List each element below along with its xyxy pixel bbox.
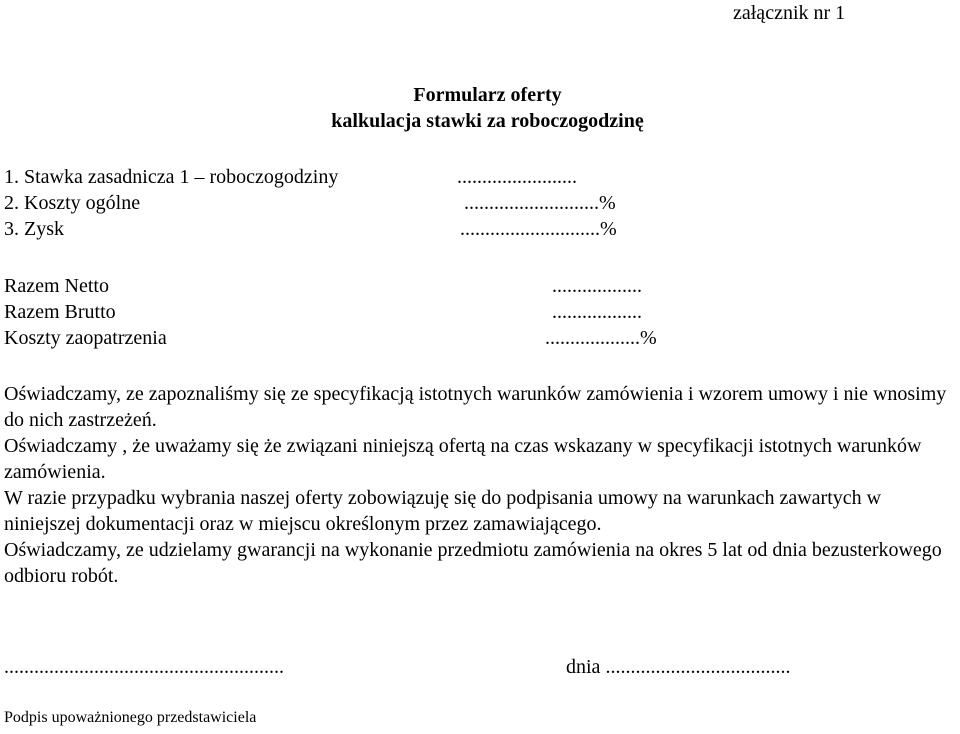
total-value-procurement: ...................% (545, 327, 657, 349)
total-value-gross: .................. (552, 301, 642, 323)
date-label: dnia (566, 656, 601, 678)
item-label-overhead: 2. Koszty ogólne (4, 192, 141, 214)
date-dots: ..................................... (605, 656, 791, 678)
total-label-procurement: Koszty zaopatrzenia (4, 327, 167, 349)
declaration-warranty: Oświadczamy, ze udzielamy gwarancji na wykonanie przedmiotu zamówienia na okres 5 lat od dnia bezusterkowego odbioru robót. (4, 539, 942, 587)
signature-line: ........................................................ (4, 656, 284, 678)
declaration-specification: Oświadczamy, ze zapoznaliśmy się ze specyfikacją istotnych warunków zamówienia i wzorem umowy i nie wnosimy do nich zastrzeżeń. (4, 383, 947, 431)
item-label-profit: 3. Zysk (4, 218, 64, 240)
annex-label: załącznik nr 1 (733, 2, 846, 24)
total-label-net: Razem Netto (4, 275, 109, 297)
item-label-base-rate: 1. Stawka zasadnicza 1 – roboczogodziny (4, 166, 339, 188)
total-label-gross: Razem Brutto (4, 301, 116, 323)
item-value-profit: ............................% (460, 218, 617, 240)
date-field (566, 656, 790, 679)
item-value-overhead: ...........................% (464, 192, 616, 214)
declarations (4, 381, 954, 589)
signature-caption: Podpis upoważnionego przedstawiciela (4, 709, 257, 726)
declaration-binding-offer: Oświadczamy , że uważamy się że związani niniejszą ofertą na czas wskazany w specyfikacji istotnych warunków zamówienia. (4, 435, 922, 483)
declaration-contract-signing: W razie przypadku wybrania naszej oferty zobowiązuję się do podpisania umowy na warunkach zawartych w niniejszej dokumentacji oraz w miejscu określonym przez zamawiającego. (4, 487, 882, 535)
form-title: Formularz oferty (413, 84, 562, 106)
item-value-base-rate: ........................ (457, 166, 577, 188)
form-subtitle: kalkulacja stawki za roboczogodzinę (331, 110, 644, 132)
total-value-net: .................. (552, 275, 642, 297)
